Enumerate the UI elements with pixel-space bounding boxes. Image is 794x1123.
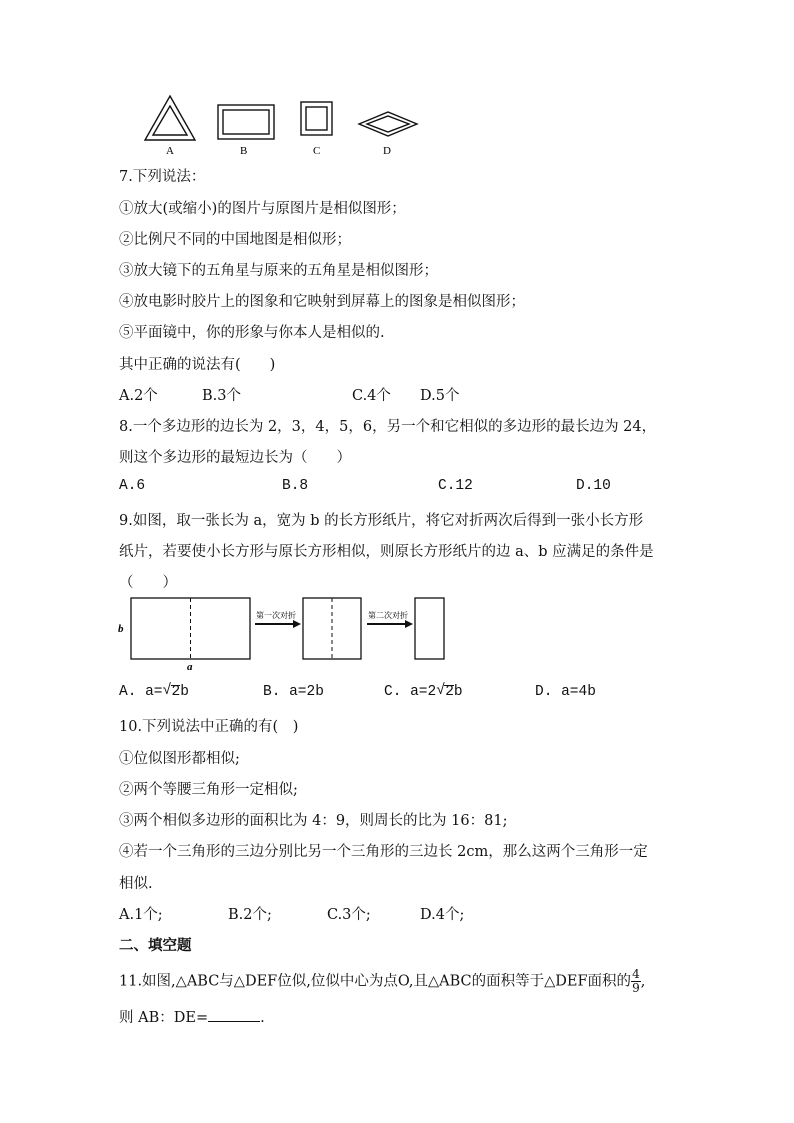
q10-item-3: ③两个相似多边形的面积比为 4：9，则周长的比为 16：81; (119, 813, 508, 829)
q7-option-d: D.5个 (420, 388, 460, 404)
shape-c-double-square (301, 102, 332, 135)
q9-option-a: A. a= √ 2b (119, 682, 189, 700)
q10-option-b: B.2个; (228, 907, 272, 923)
q7-item-1: ①放大(或缩小)的图片与原图片是相似图形； (119, 201, 406, 217)
q9-line-1: 9.如图，取一张长为 a，宽为 b 的长方形纸片，将它对折两次后得到一张小长方形 (119, 513, 644, 529)
shape-d-double-rhombus (359, 112, 417, 136)
q8-line-2: 则这个多边形的最短边长为（ ） (119, 450, 351, 466)
label-a: a (187, 661, 193, 672)
q10-item-2: ②两个等腰三角形一定相似; (119, 782, 298, 798)
q7-question: 其中正确的说法有( ) (119, 357, 276, 373)
shape-label-b: B (240, 145, 248, 157)
q10-option-a: A.1个; (119, 907, 163, 923)
shapes-figure (135, 92, 435, 158)
q9-option-c: C. a=2 √ 2b (384, 682, 463, 700)
q9-option-b: B. a=2b (263, 684, 324, 700)
shape-label-d: D (383, 145, 391, 157)
q7-item-3: ③放大镜下的五角星与原来的五角星是相似图形； (119, 263, 438, 279)
shape-label-a: A (166, 145, 174, 157)
q7-option-a: A.2个 (119, 388, 158, 404)
shape-b-double-rectangle (218, 105, 274, 139)
q7-option-b: B.3个 (202, 388, 241, 404)
q10-item-4: ④若一个三角形的三边分别比另一个三角形的三边长 2cm，那么这两个三角形一定 (119, 844, 648, 860)
q10-option-d: D.4个; (420, 907, 465, 923)
shape-a-double-triangle (145, 96, 195, 140)
q9-line-3: （ ） (119, 575, 177, 591)
q8-line-1: 8.一个多边形的边长为 2，3，4，5，6，另一个和它相似的多边形的最长边为 24， (119, 419, 657, 435)
q10-item-4-cont: 相似. (119, 876, 153, 892)
q10-option-c: C.3个; (327, 907, 371, 923)
svg-text:第一次对折: 第一次对折 (256, 611, 296, 620)
q11-line-1: 11.如图,△ABC与△DEF位似,位似中心为点O,且△ABC的面积等于△DEF面积的 $\frac{4}{9}$ , (119, 967, 646, 995)
svg-text:第二次对折: 第二次对折 (368, 611, 408, 620)
q7-option-c: C.4个 (352, 388, 391, 404)
q10-item-1: ①位似图形都相似; (119, 751, 240, 767)
fraction-4-9: $\frac{4}{9}$ (632, 967, 640, 995)
q7-item-5: ⑤平面镜中，你的形象与你本人是相似的. (119, 325, 385, 341)
q9-folding-figure (117, 594, 449, 672)
q10-stem: 10.下列说法中正确的有( ) (119, 719, 299, 735)
q7-stem: 7.下列说法： (119, 169, 206, 185)
q8-option-b: B.8 (282, 478, 309, 494)
section-title-fill-in: 二、填空题 (119, 937, 192, 954)
shape-label-c: C (313, 145, 321, 157)
q8-option-c: C.12 (438, 478, 473, 494)
q9-option-d: D. a=4b (535, 684, 596, 700)
q7-item-4: ④放电影时胶片上的图象和它映射到屏幕上的图象是相似图形； (119, 294, 525, 310)
q9-line-2: 纸片，若要使小长方形与原长方形相似，则原长方形纸片的边 a、b 应满足的条件是 (119, 544, 654, 560)
q7-item-2: ②比例尺不同的中国地图是相似形； (119, 232, 351, 248)
q8-option-a: A.6 (119, 478, 146, 494)
label-b: b (118, 623, 124, 635)
q8-option-d: D.10 (576, 478, 611, 494)
answer-blank[interactable] (208, 1007, 260, 1022)
q11-line-2: 则 AB：DE= . (119, 1006, 265, 1027)
